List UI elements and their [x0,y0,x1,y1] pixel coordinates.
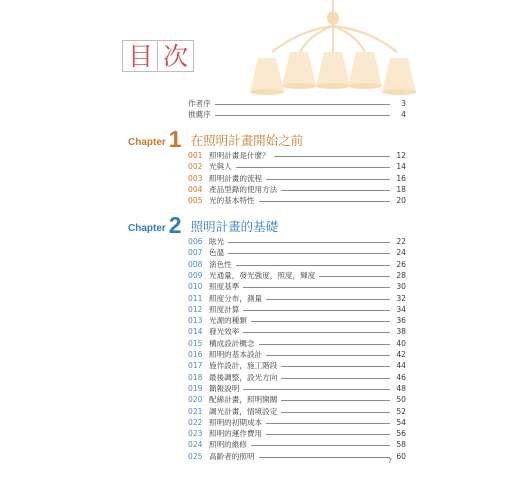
toc-entry[interactable] [188,372,406,383]
dot-leader [266,355,390,356]
toc-entry[interactable] [188,304,406,315]
entry-number: 004 [188,184,203,194]
page-number: 7 [388,457,393,465]
toc-entry[interactable] [188,184,406,195]
entry-number: 019 [188,383,203,393]
entry-number: 025 [188,451,203,461]
dot-leader [266,299,390,300]
dot-leader [228,242,390,243]
dot-leader [281,378,390,379]
entry-page-number: 42 [396,350,406,359]
entry-title: 產品型錄的使用方法 [209,184,278,194]
entry-title: 照度計算 [209,304,240,314]
entry-title: 最後調整，設光方向 [209,372,278,382]
entry-title: 作者序 [188,99,211,108]
toc-entry[interactable] [188,173,406,184]
entry-title: 推薦序 [188,110,211,120]
entry-number: 003 [188,173,203,183]
entry-title: 光源的種類 [209,316,247,326]
entry-number: 008 [188,259,203,269]
entry-title: 眩光 [209,237,225,246]
entry-page-number: 30 [396,282,406,292]
toc-entry[interactable] [188,161,406,172]
entry-title: 照明的運作費用 [209,429,263,439]
title-char-2: 次 [157,40,194,72]
front-matter-item[interactable] [188,109,406,120]
entry-page-number: 52 [396,406,406,416]
entry-number: 011 [188,293,203,303]
entry-title: 構成設計概念 [209,338,255,348]
toc-entry[interactable] [188,349,406,360]
chapter-title: 在照明計畫開始之前 [190,133,304,148]
dot-leader [236,265,390,266]
entry-page-number: 40 [396,338,406,348]
dot-leader [243,389,390,390]
entry-number: 018 [188,372,203,382]
entry-title: 照明的維修 [209,440,247,450]
dot-leader [259,201,390,202]
entry-title: 照明計畫是什麼？ [209,151,270,160]
entry-number: 006 [188,237,203,246]
dot-leader [215,115,390,116]
entry-title: 配線計畫，照明開關 [209,395,278,405]
toc-entry[interactable] [188,326,406,337]
entry-number: 017 [188,361,203,371]
entry-page-number: 36 [396,316,406,326]
entry-page-number: 12 [396,151,406,160]
entry-title: 調光計畫，情境設定 [209,406,278,416]
entry-number: 002 [188,162,203,172]
entry-title: 簡報說明 [209,383,240,393]
title-char-1: 目 [122,40,159,72]
entry-page-number: 18 [396,184,406,194]
entry-title: 施作設計，施工階段 [209,361,278,371]
toc-entry[interactable] [188,417,406,428]
toc-entry[interactable] [188,315,406,326]
chapter-1-heading [128,126,303,150]
entry-number: 014 [188,327,203,337]
entry-page-number: 56 [396,429,406,439]
entry-page-number: 22 [396,237,406,246]
entry-page-number: 46 [396,372,406,382]
entry-page-number: 54 [396,417,406,427]
dot-leader [266,179,390,180]
chapter-number: 1 [168,126,182,152]
dot-leader [215,104,390,105]
entry-title: 照明的初期成本 [209,417,263,427]
toc-entry[interactable] [188,247,406,258]
toc-entry[interactable] [188,406,406,417]
toc-entry[interactable] [188,270,406,281]
entry-number: 015 [188,338,203,348]
entry-number: 022 [188,417,203,427]
toc-entry[interactable] [188,236,406,247]
entry-number: 024 [188,440,203,450]
dot-leader [251,445,390,446]
chapter-label: Chapter [128,223,166,234]
entry-page-number: 3 [401,99,406,108]
dot-leader [281,412,390,413]
entry-title: 光的基本特性 [209,196,255,206]
dot-leader [266,434,390,435]
toc-entry[interactable] [188,451,406,462]
entry-page-number: 26 [396,259,406,269]
entry-page-number: 32 [396,293,406,303]
toc-entry[interactable] [188,293,406,304]
dot-leader [274,156,390,157]
toc-entry[interactable] [188,150,406,161]
entry-page-number: 4 [401,110,406,120]
entry-number: 023 [188,429,203,439]
chapter-label: Chapter [128,137,166,148]
entry-number: 005 [188,196,203,206]
dot-leader [243,310,390,311]
entry-page-number: 14 [396,162,406,172]
toc-entry[interactable] [188,195,406,206]
dot-leader [243,332,390,333]
entry-title: 演色性 [209,259,232,269]
toc-entry[interactable] [188,281,406,292]
dot-leader [281,366,390,367]
dot-leader [319,276,390,277]
entry-page-number: 28 [396,270,406,280]
entry-page-number: 34 [396,304,406,314]
dot-leader [259,344,390,345]
dot-leader [281,190,390,191]
entry-number: 012 [188,304,203,314]
front-matter-item[interactable] [188,98,406,109]
chapter-title: 照明計畫的基礎 [190,219,279,234]
entry-title: 照度分布，測量 [209,293,263,303]
toc-entry[interactable] [188,360,406,371]
entry-page-number: 60 [396,451,406,461]
dot-leader [251,321,390,322]
dot-leader [266,423,390,424]
toc-entry[interactable] [188,383,406,394]
entry-number: 020 [188,395,203,405]
entry-title: 光與人 [209,162,232,172]
toc-entry[interactable] [188,394,406,405]
entry-number: 001 [188,151,203,160]
toc-entry[interactable] [188,428,406,439]
entry-title: 發光效率 [209,327,240,337]
entry-number: 007 [188,248,203,258]
entry-page-number: 48 [396,383,406,393]
entry-page-number: 38 [396,327,406,337]
entry-title: 照明的基本設計 [209,350,263,359]
chapter-number: 2 [168,212,182,238]
entry-title: 高齡者的照明 [209,451,255,461]
entry-page-number: 58 [396,440,406,450]
entry-number: 009 [188,270,203,280]
toc-entry[interactable] [188,259,406,270]
entry-number: 016 [188,350,203,359]
entry-page-number: 50 [396,395,406,405]
entry-page-number: 24 [396,248,406,258]
dot-leader [228,253,390,254]
entry-number: 010 [188,282,203,292]
entry-title: 光通量，發光強度，照度，輝度 [209,270,316,280]
entry-number: 021 [188,406,203,416]
dot-leader [259,457,390,458]
entry-page-number: 20 [396,196,406,206]
dot-leader [243,287,390,288]
toc-entry[interactable] [188,338,406,349]
entry-title: 照度基準 [209,282,240,292]
entry-title: 照明計畫的流程 [209,173,263,183]
entry-title: 色溫 [209,248,225,258]
entry-page-number: 44 [396,361,406,371]
dot-leader [236,167,390,168]
dot-leader [281,400,390,401]
entry-page-number: 16 [396,173,406,183]
chapter-2-heading [128,212,278,236]
toc-entry[interactable] [188,439,406,450]
entry-number: 013 [188,316,203,326]
